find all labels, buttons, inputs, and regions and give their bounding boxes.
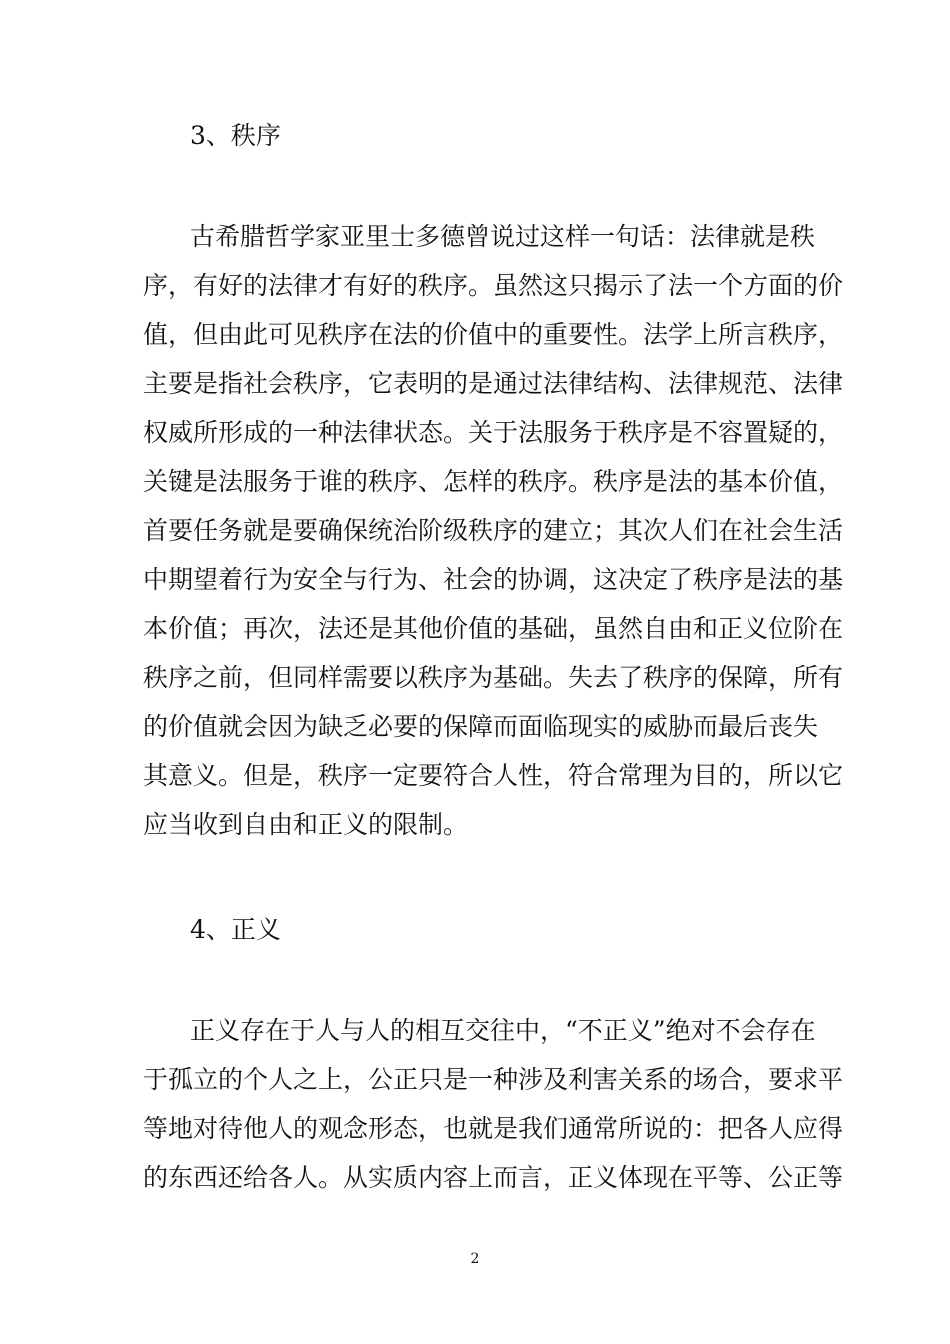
paragraph-line: 正义存在于人与人的相互交往中，“不正义”绝对不会存在: [190, 1016, 816, 1045]
paragraph-justice: [143, 1006, 844, 1202]
paragraph-line: 首要任务就是要确保统治阶级秩序的建立；其次人们在社会生活: [143, 516, 844, 545]
paragraph-line: 于孤立的个人之上，公正只是一种涉及利害关系的场合，要求平: [143, 1065, 844, 1094]
paragraph-line: 古希腊哲学家亚里士多德曾说过这样一句话：法律就是秩: [190, 222, 816, 251]
paragraph-line: 其意义。但是，秩序一定要符合人性，符合常理为目的，所以它: [143, 761, 844, 790]
section-heading-order: 3、秩序: [190, 121, 281, 150]
paragraph-line: 值，但由此可见秩序在法的价值中的重要性。法学上所言秩序，: [143, 320, 844, 349]
section-heading-justice: 4、正义: [190, 915, 281, 944]
paragraph-line: 本价值；再次，法还是其他价值的基础，虽然自由和正义位阶在: [143, 614, 844, 643]
paragraph-line: 等地对待他人的观念形态，也就是我们通常所说的：把各人应得: [143, 1114, 844, 1143]
paragraph-line: 秩序之前，但同样需要以秩序为基础。失去了秩序的保障，所有: [143, 663, 844, 692]
paragraph-line: 的东西还给各人。从实质内容上而言，正义体现在平等、公正等: [143, 1163, 844, 1192]
paragraph-line: 序，有好的法律才有好的秩序。虽然这只揭示了法一个方面的价: [143, 271, 844, 300]
paragraph-line: 权威所形成的一种法律状态。关于法服务于秩序是不容置疑的，: [143, 418, 844, 447]
paragraph-line: 应当收到自由和正义的限制。: [143, 810, 469, 839]
paragraph-line: 的价值就会因为缺乏必要的保障而面临现实的威胁而最后丧失: [143, 712, 819, 741]
paragraph-order: [143, 212, 844, 849]
paragraph-line: 关键是法服务于谁的秩序、怎样的秩序。秩序是法的基本价值，: [143, 467, 844, 496]
paragraph-line: 中期望着行为安全与行为、社会的协调，这决定了秩序是法的基: [143, 565, 844, 594]
page-number: 2: [470, 1251, 480, 1267]
paragraph-line: 主要是指社会秩序，它表明的是通过法律结构、法律规范、法律: [143, 369, 844, 398]
